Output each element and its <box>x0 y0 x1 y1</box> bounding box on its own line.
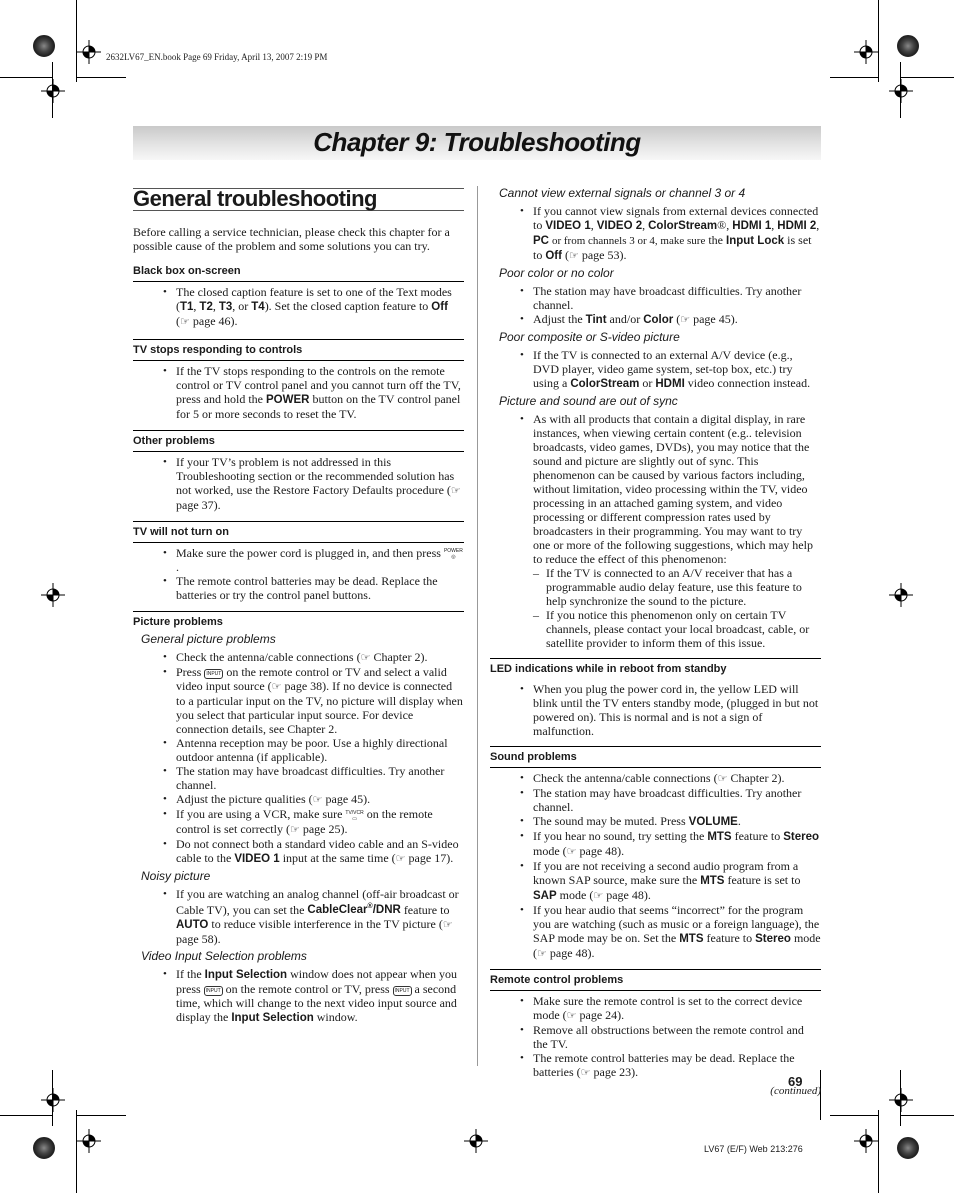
hand-pointer-icon: ☞ <box>360 652 371 665</box>
list-item: • Check the antenna/cable connections (☞ Chapter 2). <box>163 650 464 665</box>
color-registration-disc <box>897 1137 919 1159</box>
right-column <box>490 186 821 1098</box>
chapter-title: Chapter 9: Troubleshooting <box>313 127 641 157</box>
list-item: • If you hear no sound, try setting the MTS feature to Stereo mode (☞ page 48). <box>520 829 821 859</box>
crop-mark <box>0 77 52 78</box>
crop-mark <box>878 1110 879 1193</box>
list-item: • When you plug the power cord in, the yellow LED will blink until the TV enters standby mode, (plugged in but not powered on). This is normal and is not a sign of malfunction. <box>520 682 821 738</box>
intro-paragraph: Before calling a service technician, please check this chapter for a possible cause of the problem and some solutions you can try. <box>133 225 450 253</box>
hand-pointer-icon: ☞ <box>537 948 547 960</box>
column-divider <box>477 186 478 1066</box>
list-item: – If the TV is connected to an A/V receiver that has a programmable audio delay feature, use this feature to help synchronize the sound to the picture. <box>533 566 821 608</box>
list-item: • Adjust the Tint and/or Color (☞ page 45). <box>520 312 821 327</box>
registration-mark-icon <box>889 583 913 607</box>
list-external-signals <box>520 204 821 263</box>
heading-black-box: Black box on-screen <box>133 265 464 282</box>
crop-mark <box>76 1115 126 1116</box>
crop-mark <box>900 1115 954 1116</box>
list-poor-composite <box>520 348 821 391</box>
hand-pointer-icon: ☞ <box>312 794 323 807</box>
heading-led-indications: LED indications while in reboot from standby <box>490 658 821 679</box>
page-number: 69 <box>788 1074 803 1089</box>
list-item: • Check the antenna/cable connections (☞ Chapter 2). <box>520 771 821 786</box>
list-item: • Antenna reception may be poor. Use a highly directional outdoor antenna (if applicable). <box>163 736 464 764</box>
list-item: • Do not connect both a standard video cable and an S-video cable to the VIDEO 1 input at the same time (☞ page 17). <box>163 837 464 866</box>
subheading-out-of-sync: Picture and sound are out of sync <box>499 394 678 408</box>
list-item: • The station may have broadcast difficulties. Try another channel. <box>520 786 821 814</box>
hand-pointer-icon: ☞ <box>717 773 728 785</box>
registration-mark-icon <box>889 1088 913 1112</box>
heading-other-problems: Other problems <box>133 430 464 452</box>
subheading-general-picture: General picture problems <box>141 632 276 647</box>
list-out-of-sync <box>520 412 821 650</box>
list-other-problems <box>163 455 464 512</box>
left-column <box>133 188 464 1025</box>
list-item: • If you hear audio that seems “incorrect” for the program you are watching (such as music or a foreign language), the SAP mode may be on. Set the MTS feature to Stereo mode (☞ page 48). <box>520 903 821 961</box>
registration-mark-icon <box>854 1129 878 1153</box>
color-registration-disc <box>33 35 55 57</box>
crop-mark <box>900 77 954 78</box>
subheading-noisy-picture: Noisy picture <box>141 868 211 883</box>
hand-pointer-icon: ☞ <box>566 846 577 858</box>
hand-pointer-icon: ☞ <box>450 485 461 497</box>
print-footer-note: LV67 (E/F) Web 213:276 <box>704 1144 803 1154</box>
list-tv-not-on <box>163 546 464 602</box>
continued-note: (continued) <box>770 1085 821 1097</box>
list-noisy-picture <box>163 887 464 947</box>
list-black-box <box>163 285 464 329</box>
hand-pointer-icon: ☞ <box>180 316 190 328</box>
hand-pointer-icon: ☞ <box>680 314 691 326</box>
registration-mark-icon <box>464 1129 488 1153</box>
crop-mark <box>830 77 878 78</box>
color-registration-disc <box>897 35 919 57</box>
registration-mark-icon <box>41 79 65 103</box>
chapter-banner <box>133 126 821 160</box>
hand-pointer-icon: ☞ <box>568 250 579 262</box>
list-item: • If your TV’s problem is not addressed in this Troubleshooting section or the recommended solution has not worked, use the Restore Factory Defaults procedure (☞ page 37). <box>163 455 464 512</box>
registration-mark-icon <box>41 583 65 607</box>
registration-mark-icon <box>77 1129 101 1153</box>
input-button-icon: INPUT <box>394 987 410 994</box>
hand-pointer-icon: ☞ <box>580 1067 591 1079</box>
list-item: • The remote control batteries may be dead. Replace the batteries or try the control panel buttons. <box>163 574 464 602</box>
list-tv-stops <box>163 364 464 421</box>
hand-pointer-icon: ☞ <box>289 823 300 836</box>
crop-mark <box>0 1115 52 1116</box>
heading-remote-problems: Remote control problems <box>490 969 821 991</box>
heading-tv-not-on: TV will not turn on <box>133 521 464 543</box>
subheading-poor-color: Poor color or no color <box>499 266 614 280</box>
hand-pointer-icon: ☞ <box>271 681 282 694</box>
hand-pointer-icon: ☞ <box>566 1010 577 1022</box>
list-item: • The remote control batteries may be dead. Replace the batteries (☞ page 23). <box>520 1051 821 1080</box>
list-item: • The station may have broadcast difficulties. Try another channel. <box>520 284 821 312</box>
heading-sound-problems: Sound problems <box>490 746 821 768</box>
input-button-icon: INPUT <box>206 670 222 677</box>
hand-pointer-icon: ☞ <box>593 890 604 902</box>
list-item: • If the TV is connected to an external A/V device (e.g., DVD player, video game system, set-top box, etc.) try using a ColorStream or HDMI video connection instead. <box>520 348 821 391</box>
hand-pointer-icon: ☞ <box>395 852 406 865</box>
list-item: • If you cannot view signals from external devices connected to VIDEO 1, VIDEO 2, ColorStream®, HDMI 1, HDMI 2, PC or from channels 3 or 4, make sure the Input Lock is set to Off (☞ page 53). <box>520 204 821 263</box>
sub-list <box>533 566 821 650</box>
list-item: • If the TV stops responding to the controls on the remote control or TV control panel and you cannot turn off the TV, press and hold the POWER button on the TV control panel for 5 or more seconds to reset the TV. <box>163 364 464 421</box>
list-item: • Make sure the remote control is set to the correct device mode (☞ page 24). <box>520 994 821 1023</box>
color-registration-disc <box>33 1137 55 1159</box>
list-item: • If you are not receiving a second audio program from a known SAP source, make sure the MTS feature is set to SAP mode (☞ page 48). <box>520 859 821 903</box>
registration-mark-icon <box>854 40 878 64</box>
list-general-picture <box>163 650 464 865</box>
print-header-note: 2632LV67_EN.book Page 69 Friday, April 13, 2007 2:19 PM <box>106 52 328 62</box>
list-item: • The closed caption feature is set to one of the Text modes (T1, T2, T3, or T4). Set the closed caption feature to Off (☞ page 46). <box>163 285 464 329</box>
list-item: • As with all products that contain a digital display, in rare instances, when viewing certain content (e.g.. television broadcasts, video games, DVDs), you may notice that the sound and picture are slightly out of sync. This phenomenon can be caused by various factors including, without limitation, video processing within the TV, video processing in an attached gaming system, and video processing or different compression rates used by broadcasters in their programming. You may want to try one or more of the following suggestions, which may help to reduce the effect of this phenomenon: – If the TV is connected to an A/V receiver that has a programmable audio delay feature, use this feature to help synchronize the sound to the picture. – If you notice this phenomenon only on certain TV channels, please contact your local broadcast, cable, or satellite provider to inform them of this issue. <box>520 412 821 650</box>
input-button-icon: INPUT <box>205 987 221 994</box>
heading-picture-problems: Picture problems <box>133 611 464 629</box>
crop-mark <box>830 1115 878 1116</box>
list-video-input <box>163 967 464 1025</box>
registration-mark-icon <box>889 79 913 103</box>
list-poor-color <box>520 284 821 327</box>
list-item: • Adjust the picture qualities (☞ page 45). <box>163 792 464 807</box>
subheading-external-signals: Cannot view external signals or channel 3 or 4 <box>499 186 746 200</box>
tv-vcr-button-icon: TV/VCR ▭ <box>345 809 364 822</box>
list-item: • Make sure the power cord is plugged in, and then press POWER ◎. <box>163 546 464 574</box>
subheading-video-input: Video Input Selection problems <box>141 949 307 964</box>
list-item: • If you are watching an analog channel (off-air broadcast or Cable TV), you can set the CableClear®/DNR feature to AUTO to reduce visible interference in the TV picture (☞ page 58). <box>163 887 464 947</box>
section-title: General troubleshooting <box>133 188 464 211</box>
power-button-icon: POWER ◎ <box>443 548 463 561</box>
list-item: • Press INPUT on the remote control or TV and select a valid video input source (☞ page 38). If no device is connected to a particular input on the TV, no picture will display when you select that particular input source. For device connection details, see Chapter 2. <box>163 665 464 736</box>
list-item: • The sound may be muted. Press VOLUME. <box>520 814 821 829</box>
subheading-poor-composite: Poor composite or S-video picture <box>499 330 680 344</box>
list-remote <box>520 994 821 1080</box>
registration-mark-icon <box>41 1088 65 1112</box>
list-item: • If you are using a VCR, make sure TV/VCR ▭ on the remote control is set correctly (☞ page 25). <box>163 807 464 836</box>
crop-mark <box>76 77 126 78</box>
crop-mark <box>878 0 879 82</box>
hand-pointer-icon: ☞ <box>442 919 453 932</box>
list-item: – If you notice this phenomenon only on certain TV channels, please contact your local broadcast, cable, or satellite provider to inform them of this issue. <box>533 608 821 650</box>
list-sound <box>520 771 821 961</box>
list-item: • Remove all obstructions between the remote control and the TV. <box>520 1023 821 1051</box>
heading-tv-stops: TV stops responding to controls <box>133 339 464 361</box>
list-item: • The station may have broadcast difficulties. Try another channel. <box>163 764 464 792</box>
list-led <box>520 682 821 738</box>
registration-mark-icon <box>77 40 101 64</box>
list-item: • If the Input Selection window does not appear when you press INPUT on the remote control or TV, press INPUT a second time, which will change to the next video input source and display the Input Selection window. <box>163 967 464 1025</box>
